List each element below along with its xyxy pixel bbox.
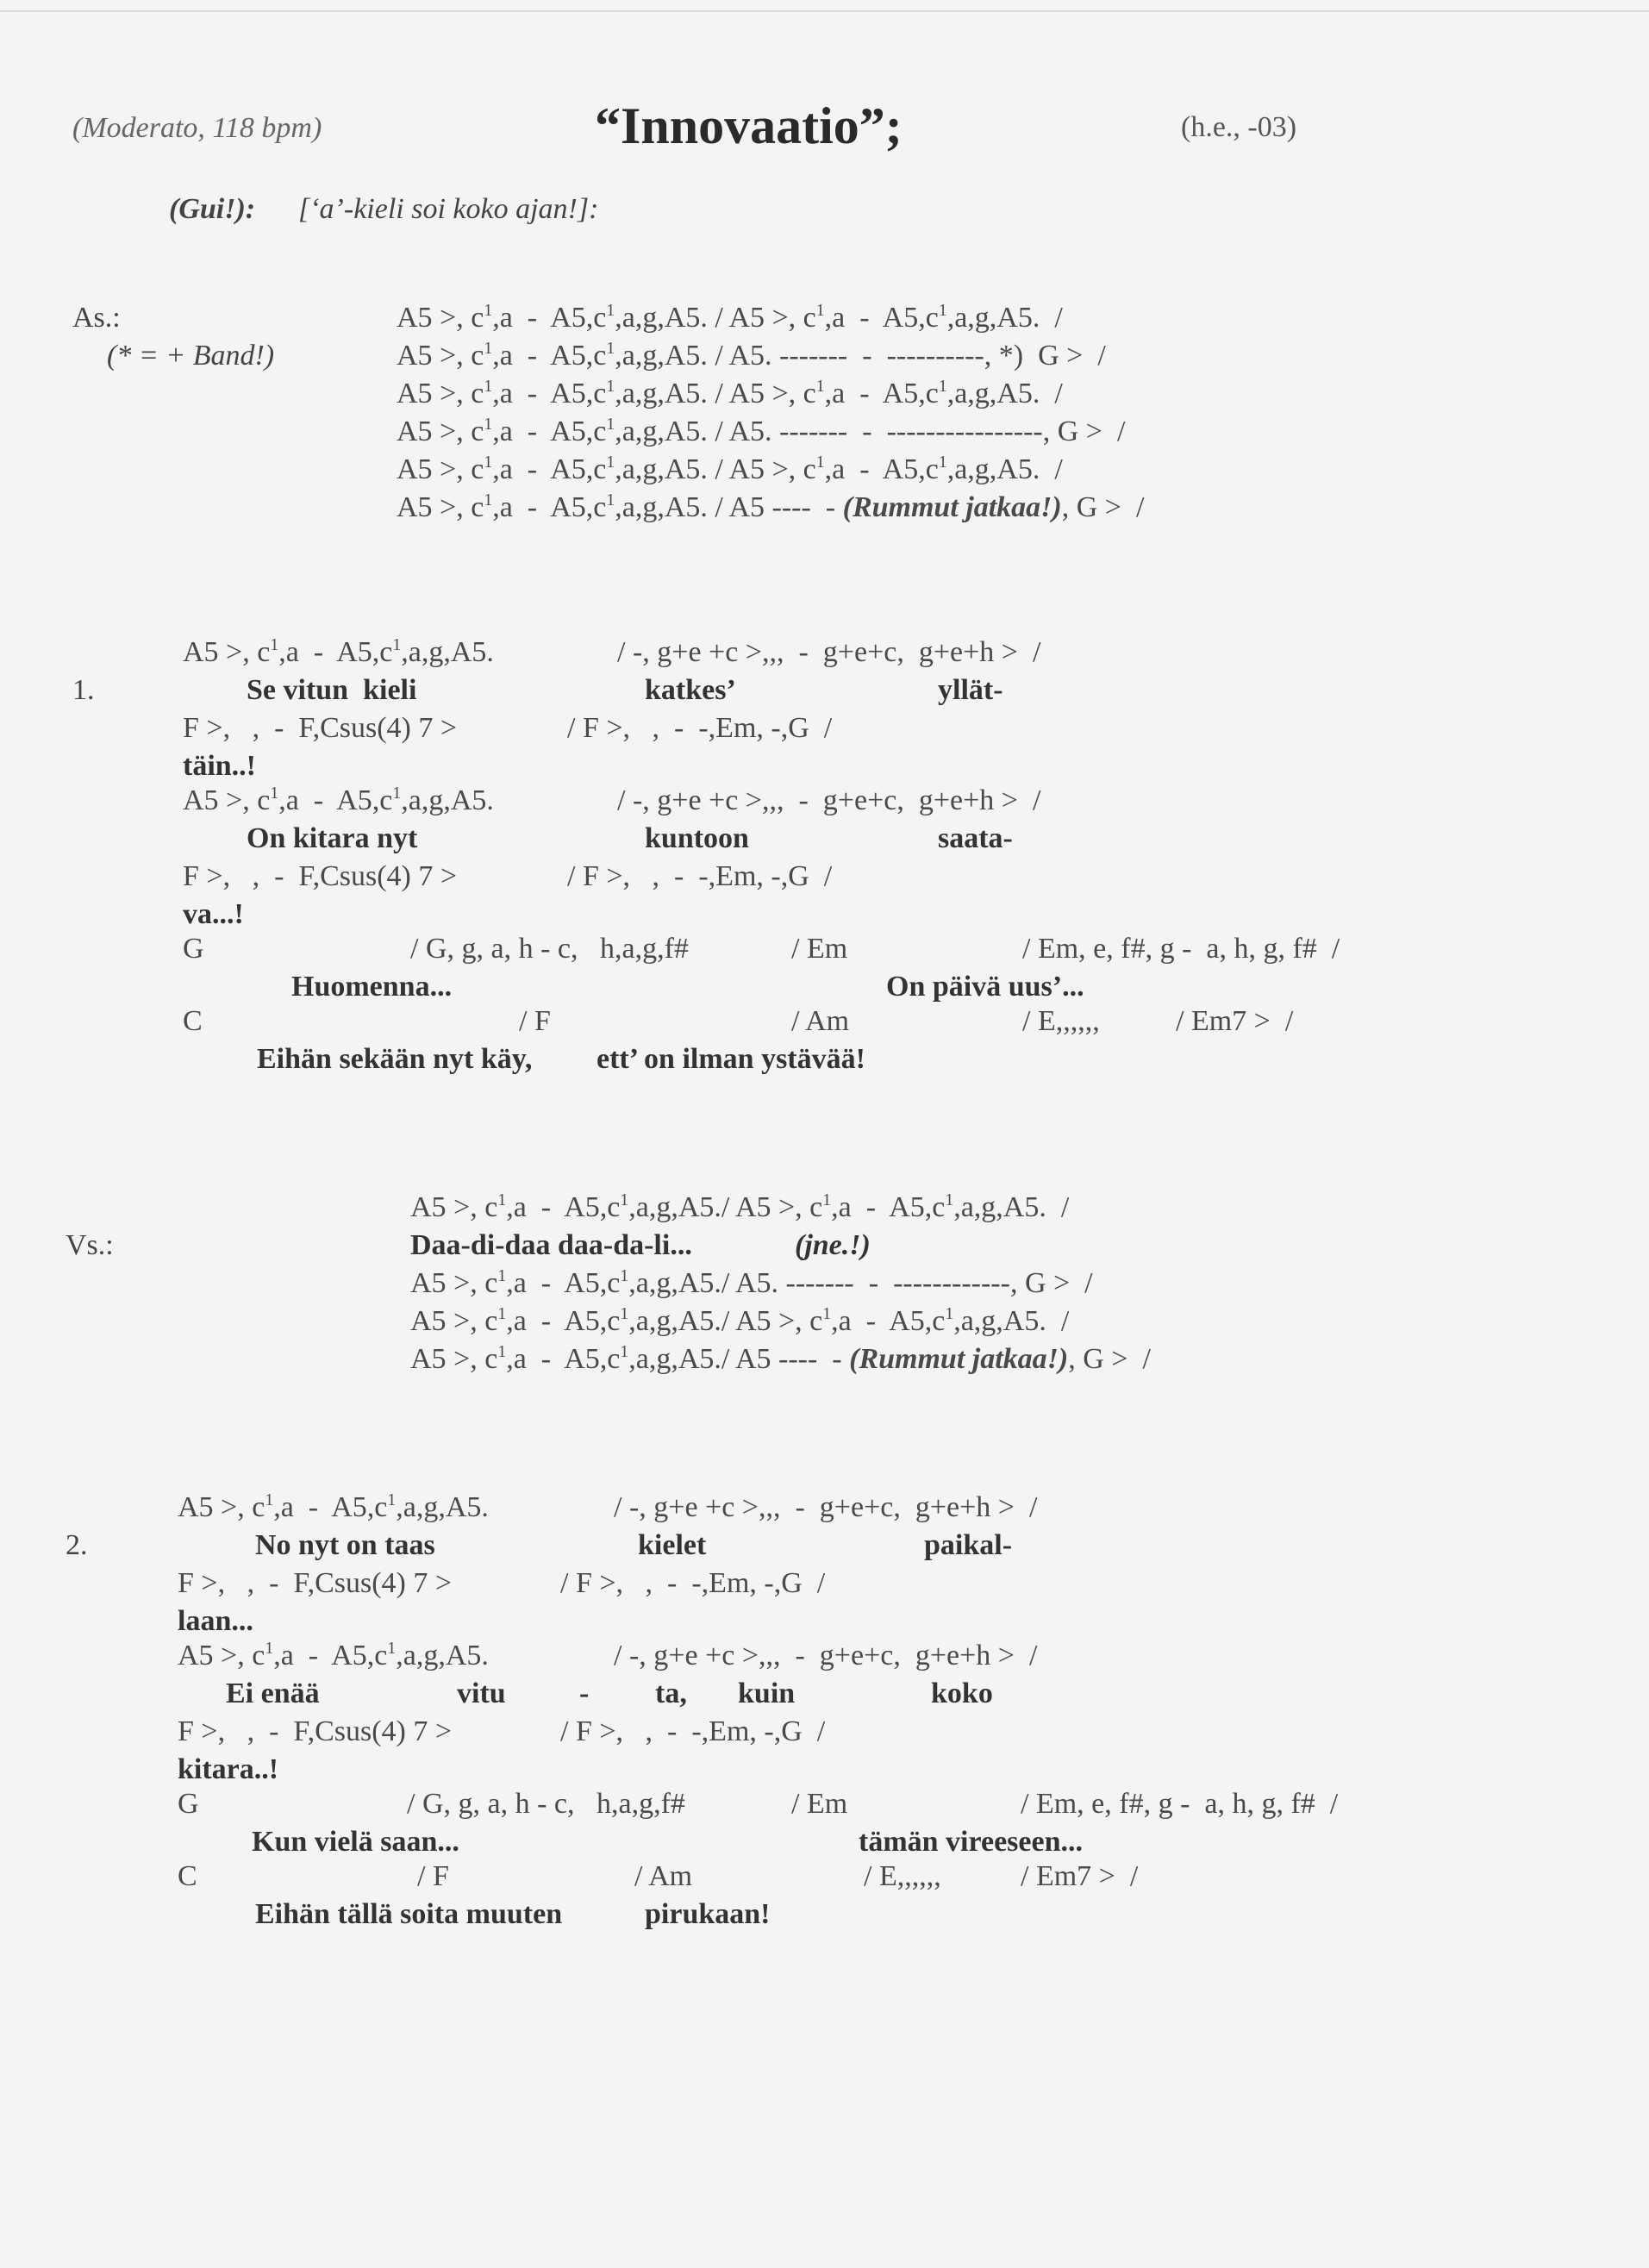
chord-line: / -, g+e +c >,,, - g+e+c, g+e+h > / <box>614 1640 1038 1671</box>
lyric: kuntoon <box>645 822 749 854</box>
chord-line: A5 >, $c^1,a - A5,c^1,a,g,A5$. / A5 >, $c^1,a - A5,c^1,a,g,A5$. / <box>397 453 1063 485</box>
lyric: kitara..! <box>178 1753 279 1785</box>
chord-line: A5 >, $c^1,a - A5,c^1,a,g,A5$. / A5 >, $c^1,a - A5,c^1,a,g,A5$. / <box>397 377 1063 409</box>
lyric: kielet <box>638 1529 707 1561</box>
lyric: Ei enää <box>226 1678 320 1709</box>
chord-line: A5 >, $c^1,a - A5,c^1,a,g,A5$. <box>183 635 494 668</box>
lyric: paikal- <box>924 1529 1013 1561</box>
chord-line: A5 >, $c^1,a - A5,c^1,a,g,A5$. / A5 >, $c^1,a - A5,c^1,a,g,A5$. / <box>397 301 1063 334</box>
tempo-marking: (Moderato, 118 bpm) <box>72 112 322 144</box>
chord-line: A5 >, $c^1,a - A5,c^1,a,g,A5./$ A5 >, $c^1,a - A5,c^1,a,g,A5$. / <box>410 1304 1070 1337</box>
chord-line: A5 >, $c^1,a - A5,c^1,a,g,A5$. / A5. ------- - ----------, *) G > / <box>397 339 1106 372</box>
chord: / Am <box>791 1005 850 1037</box>
lyric: Eihän tällä soita muuten <box>255 1898 563 1930</box>
guitar-label: (Gui!): <box>169 193 256 225</box>
guitar-note: [‘a’-kieli soi koko ajan!]: <box>298 193 599 225</box>
chord-line: A5 >, $c^1,a - A5,c^1,a,g,A5$. <box>178 1639 489 1671</box>
lyric: yllät- <box>938 674 1003 706</box>
lyric: Kun vielä saan... <box>252 1826 459 1858</box>
section-label-intro: As.: <box>72 302 121 334</box>
lyric: koko <box>931 1678 993 1709</box>
lyric: No nyt on taas <box>255 1529 435 1561</box>
lyric: vitu <box>457 1678 506 1709</box>
lyric: va...! <box>183 898 244 930</box>
song-title: “Innovaatio”; <box>595 97 903 154</box>
lyric-note: (jne.!) <box>795 1229 871 1261</box>
chord: / E,,,,,, <box>1022 1005 1100 1037</box>
chord-line: / G, g, a, h - c, h,a,g,f# <box>410 933 689 965</box>
lyric: ta, <box>655 1678 687 1709</box>
section-label-interlude: Vs.: <box>66 1229 114 1261</box>
lyric: Huomenna... <box>291 971 453 1003</box>
lyric: ett’ on ilman ystävää! <box>597 1043 865 1075</box>
chord-line: F >, , - F,Csus(4) 7 > <box>183 860 458 892</box>
chord-line: / F >, , - -,Em, -,G / <box>567 860 833 892</box>
chord-line: F >, , - F,Csus(4) 7 > <box>178 1567 453 1599</box>
chord: G <box>178 1788 199 1820</box>
author-credit: (h.e., -03) <box>1181 111 1297 143</box>
band-note: (* = + Band!) <box>107 340 275 372</box>
scan-edge-line <box>0 10 1649 12</box>
chord: / E,,,,,, <box>864 1860 941 1892</box>
chord-line: A5 >, $c^1,a - A5,c^1,a,g,A5$. <box>178 1490 489 1523</box>
lyric: On päivä uus’... <box>886 971 1084 1003</box>
chord: / F <box>417 1860 449 1892</box>
lyric: kuin <box>738 1678 796 1709</box>
chord-line: / Em7 > / <box>1176 1005 1294 1037</box>
lyric: pirukaan! <box>645 1898 771 1930</box>
lyric: Eihän sekään nyt käy, <box>257 1043 533 1075</box>
verse-number-1: 1. <box>72 674 95 706</box>
chord-line: / Em, e, f#, g - a, h, g, f# / <box>1021 1788 1339 1820</box>
chord: / F <box>519 1005 551 1037</box>
chord-line: A5 >, $c^1,a - A5,c^1,a,g,A5$. / A5. ------- - ----------------, G > / <box>397 415 1126 447</box>
chord: / Em <box>791 1788 848 1820</box>
chord: / Am <box>634 1860 693 1892</box>
lyric: - <box>579 1678 590 1709</box>
chord-line: / G, g, a, h - c, h,a,g,f# <box>407 1788 685 1820</box>
chord-line: / F >, , - -,Em, -,G / <box>567 712 833 744</box>
chord: G <box>183 933 204 965</box>
verse-number-2: 2. <box>66 1529 88 1561</box>
chord: / Em <box>791 933 848 965</box>
lyric: Daa-di-daa daa-da-li... <box>410 1229 692 1261</box>
chord-line: / F >, , - -,Em, -,G / <box>560 1567 826 1599</box>
chord-line: / Em, e, f#, g - a, h, g, f# / <box>1022 933 1340 965</box>
lyric: On kitara nyt <box>247 822 418 854</box>
chord: C <box>178 1860 197 1892</box>
lyric: saata- <box>938 822 1013 854</box>
chord-line: F >, , - F,Csus(4) 7 > <box>183 712 458 744</box>
chord: C <box>183 1005 203 1037</box>
lyric: Se vitun kieli <box>247 674 417 706</box>
chord-line: A5 >, $c^1,a - A5,c^1,a,g,A5./$ A5 ---- - (Rummut jatkaa!), G > / <box>410 1342 1151 1375</box>
lyric: katkes’ <box>645 674 736 706</box>
lyric: täin..! <box>183 750 256 782</box>
chord-line: A5 >, $c^1,a - A5,c^1,a,g,A5./$ A5. ------- - ------------, G > / <box>410 1266 1093 1299</box>
chord-line: A5 >, $c^1,a - A5,c^1,a,g,A5$. <box>183 784 494 816</box>
lyric: laan... <box>178 1605 253 1637</box>
chord-line: F >, , - F,Csus(4) 7 > <box>178 1715 453 1747</box>
chord-line: / F >, , - -,Em, -,G / <box>560 1715 826 1747</box>
lyric: tämän vireeseen... <box>859 1826 1083 1858</box>
chord-line: / -, g+e +c >,,, - g+e+c, g+e+h > / <box>617 784 1041 816</box>
chord-line: / -, g+e +c >,,, - g+e+c, g+e+h > / <box>614 1491 1038 1523</box>
chord-line: A5 >, $c^1,a - A5,c^1,a,g,A5./$ A5 >, $c^1,a - A5,c^1,a,g,A5$. / <box>410 1190 1070 1223</box>
chord-line: / -, g+e +c >,,, - g+e+c, g+e+h > / <box>617 636 1041 668</box>
chord-line: / Em7 > / <box>1021 1860 1139 1892</box>
chord-line: A5 >, $c^1,a - A5,c^1,a,g,A5$. / A5 ---- - (Rummut jatkaa!), G > / <box>397 490 1145 523</box>
